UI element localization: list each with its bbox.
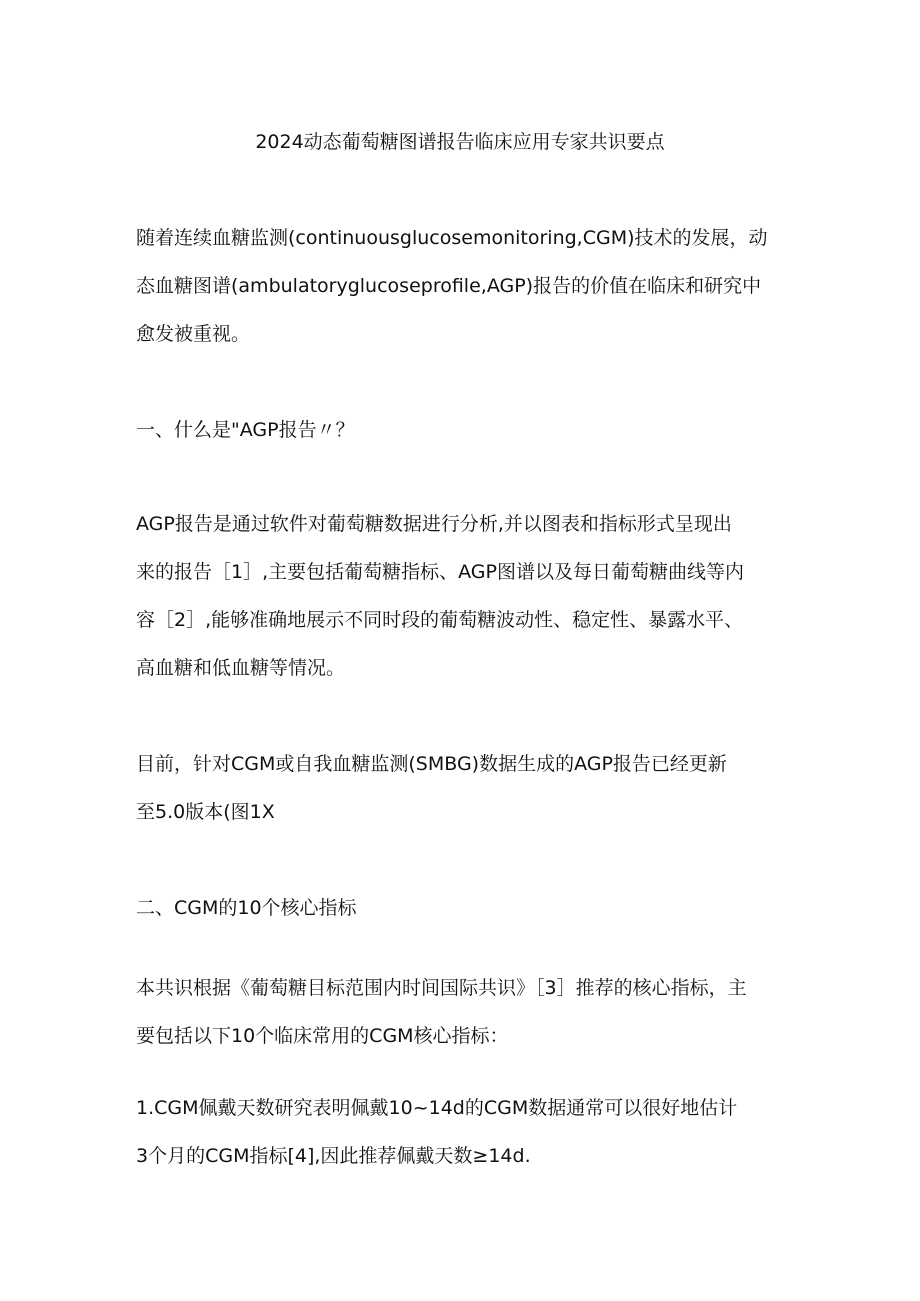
intro-line: 态血糖图谱(ambulatoryglucoseprofile,AGP)报告的价值在临床和研究中 [136,275,762,297]
section1-para2-line: 至5.0版本(图1X [136,801,275,823]
section2-line: 要包括以下10个临床常用的CGM核心指标： [136,1025,509,1047]
section1-heading [136,416,355,444]
intro-line: 随着连续血糖监测(continuousglucosemonitoring,CGM)技术的发展，动 [136,227,768,249]
section1-line: 来的报告［1］,主要包括葡萄糖指标、AGP图谱以及每日葡萄糖曲线等内 [136,561,744,583]
intro-line: 愈发被重视。 [136,323,251,345]
item1-line: 3个月的CGM指标[4],因此推荐佩戴天数≥14d. [136,1145,531,1167]
item1-line: 1.CGM佩戴天数研究表明佩戴10~14d的CGM数据通常可以很好地估计 [136,1097,738,1119]
section2-heading-text: 二、CGM的10个核心指标 [136,897,357,919]
section2-paragraph [136,964,747,1060]
section2-heading [136,894,357,922]
document-title: 2024动态葡萄糖图谱报告临床应用专家共识要点 [255,131,665,153]
section1-heading-text: 一、什么是"AGP报告〃？ [136,419,355,441]
item1-paragraph [136,1084,737,1180]
section1-para2-line: 目前，针对CGM或自我血糖监测(SMBG)数据生成的AGP报告已经更新 [136,753,727,775]
section1-line: AGP报告是通过软件对葡萄糖数据进行分析,并以图表和指标形式呈现出 [136,513,732,535]
section1-line: 高血糖和低血糖等情况。 [136,657,346,679]
section1-paragraph-2 [136,740,727,836]
section1-line: 容［2］,能够准确地展示不同时段的葡萄糖波动性、稳定性、暴露水平、 [136,609,744,631]
section2-line: 本共识根据《葡萄糖目标范围内时间国际共识》［3］推荐的核心指标，主 [136,977,747,999]
section1-paragraph [136,500,744,692]
intro-paragraph [136,214,768,358]
